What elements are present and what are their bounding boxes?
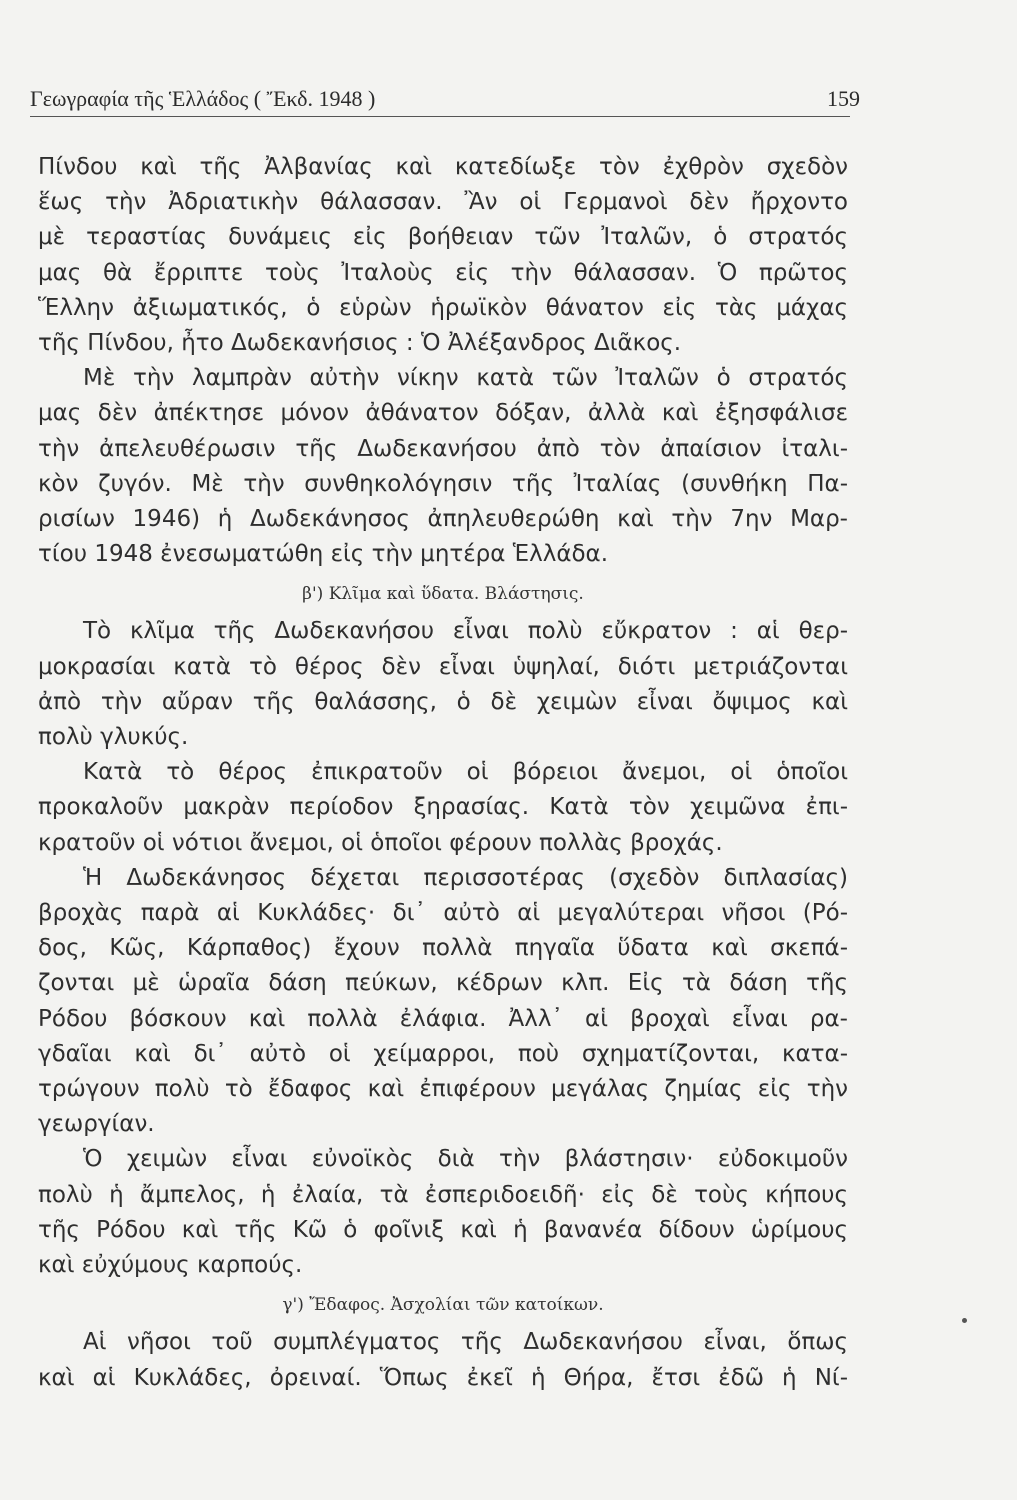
text-line: κρατοῦν οἱ νότιοι ἄνεμοι, οἱ ὁποῖοι φέρουν πολλὰς βροχάς. (38, 829, 723, 856)
margin-dot (962, 1318, 967, 1323)
text-line: γδαῖαι καὶ δι᾿ αὐτὸ οἱ χείμαρροι, ποὺ σχηματίζονται, κατα- (38, 1040, 848, 1067)
text-line: μας θὰ ἔρριπτε τοὺς Ἰταλοὺς εἰς τὴν θάλασσαν. Ὁ πρῶτος (38, 259, 848, 286)
section-heading-soil: γ') Ἔδαφος. Ἀσχολίαι τῶν κατοίκων. (282, 1295, 604, 1316)
text-line: Αἱ νῆσοι τοῦ συμπλέγματος τῆς Δωδεκανήσου εἶναι, ὅπως (83, 1329, 848, 1356)
paragraph (38, 150, 848, 361)
text-line: ζονται μὲ ὡραῖα δάση πεύκων, κέδρων κλπ. Εἰς τὰ δάση τῆς (38, 970, 848, 997)
text-line: προκαλοῦν μακρὰν περίοδον ξηρασίας. Κατὰ τὸν χειμῶνα ἐπι- (38, 794, 848, 821)
text-line: Ἡ Δωδεκάνησος δέχεται περισσοτέρας (σχεδὸν διπλασίας) (83, 864, 848, 891)
paragraph (38, 1325, 848, 1395)
text-line: τὴν ἀπελευθέρωσιν τῆς Δωδεκανήσου ἀπὸ τὸν ἀπαίσιον ἰταλι- (38, 435, 848, 462)
paragraph (38, 1142, 848, 1283)
text-line: τίου 1948 ἐνεσωματώθη εἰς τὴν μητέρα Ἑλλάδα. (38, 541, 609, 568)
text-line: μὲ τεραστίας δυνάμεις εἰς βοήθειαν τῶν Ἰταλῶν, ὁ στρατός (38, 224, 848, 251)
text-line: μας δὲν ἀπέκτησε μόνον ἀθάνατον δόξαν, ἀλλὰ καὶ ἐξησφάλισε (38, 400, 848, 427)
text-line: πολὺ γλυκύς. (38, 724, 189, 751)
text-line: Ρόδου βόσκουν καὶ πολλὰ ἐλάφια. Ἀλλ᾿ αἱ βροχαὶ εἶναι ρα- (38, 1005, 848, 1032)
text-line: τῆς Ρόδου καὶ τῆς Κῶ ὁ φοῖνιξ καὶ ἡ βανανέα δίδουν ὡρίμους (38, 1216, 848, 1243)
text-line: ἀπὸ τὴν αὔραν τῆς θαλάσσης, ὁ δὲ χειμὼν εἶναι ὄψιμος καὶ (38, 688, 848, 715)
text-line: δος, Κῶς, Κάρπαθος) ἔχουν πολλὰ πηγαῖα ὕδατα καὶ σκεπά- (38, 935, 848, 962)
text-line: μοκρασίαι κατὰ τὸ θέρος δὲν εἶναι ὑψηλαί, διότι μετριάζονται (38, 653, 848, 680)
text-line: Πίνδου καὶ τῆς Ἀλβανίας καὶ κατεδίωξε τὸν ἐχθρὸν σχεδὸν (38, 154, 848, 180)
text-line: καὶ αἱ Κυκλάδες, ὀρειναί. Ὅπως ἐκεῖ ἡ Θήρα, ἔτσι ἐδῶ ἡ Νί- (38, 1364, 848, 1391)
body-text (38, 150, 848, 1396)
text-line: καὶ εὐχύμους καρπούς. (38, 1252, 303, 1279)
text-line: Τὸ κλῖμα τῆς Δωδεκανήσου εἶναι πολὺ εὔκρατον : αἱ θερ- (83, 618, 848, 645)
page-number: 159 (827, 86, 860, 111)
text-line: τρώγουν πολὺ τὸ ἔδαφος καὶ ἐπιφέρουν μεγάλας ζημίας εἰς τὴν (38, 1076, 848, 1103)
text-line: Ὁ χειμὼν εἶναι εὐνοϊκὸς διὰ τὴν βλάστησιν· εὐδοκιμοῦν (83, 1146, 848, 1173)
text-line: τῆς Πίνδου, ἦτο Δωδεκανήσιος : Ὁ Ἀλέξανδρος Διᾶκος. (38, 330, 682, 357)
section-heading-climate: β') Κλῖμα καὶ ὕδατα. Βλάστησις. (302, 584, 584, 605)
paragraph (38, 361, 848, 572)
paragraph (38, 614, 848, 755)
paragraph (38, 755, 848, 861)
text-line: κὸν ζυγόν. Μὲ τὴν συνθηκολόγησιν τῆς Ἰταλίας (συνθήκη Πα- (38, 470, 848, 497)
running-header-title: Γεωγραφία τῆς Ἑλλάδος ( Ἔκδ. 1948 ) (30, 86, 376, 111)
text-line: Μὲ τὴν λαμπρὰν αὐτὴν νίκην κατὰ τῶν Ἰταλῶν ὁ στρατός (83, 365, 848, 392)
text-line: Ἕλλην ἀξιωματικός, ὁ εὑρὼν ἡρωϊκὸν θάνατον εἰς τὰς μάχας (38, 294, 848, 321)
paragraph (38, 861, 848, 1143)
text-line: ρισίων 1946) ἡ Δωδεκάνησος ἀπηλευθερώθη καὶ τὴν 7ην Μαρ- (38, 506, 848, 533)
text-line: πολὺ ἡ ἄμπελος, ἡ ἐλαία, τὰ ἐσπεριδοειδῆ· εἰς δὲ τοὺς κήπους (38, 1181, 848, 1208)
header-rule (30, 116, 850, 117)
text-line: Κατὰ τὸ θέρος ἐπικρατοῦν οἱ βόρειοι ἄνεμοι, οἱ ὁποῖοι (83, 759, 848, 786)
text-line: βροχὰς παρὰ αἱ Κυκλάδες· δι᾿ αὐτὸ αἱ μεγαλύτεραι νῆσοι (Ρό- (38, 900, 848, 927)
text-line: γεωργίαν. (38, 1111, 155, 1138)
text-line: ἕως τὴν Ἀδριατικὴν θάλασσαν. Ἂν οἱ Γερμανοὶ δὲν ἤρχοντο (38, 189, 848, 216)
